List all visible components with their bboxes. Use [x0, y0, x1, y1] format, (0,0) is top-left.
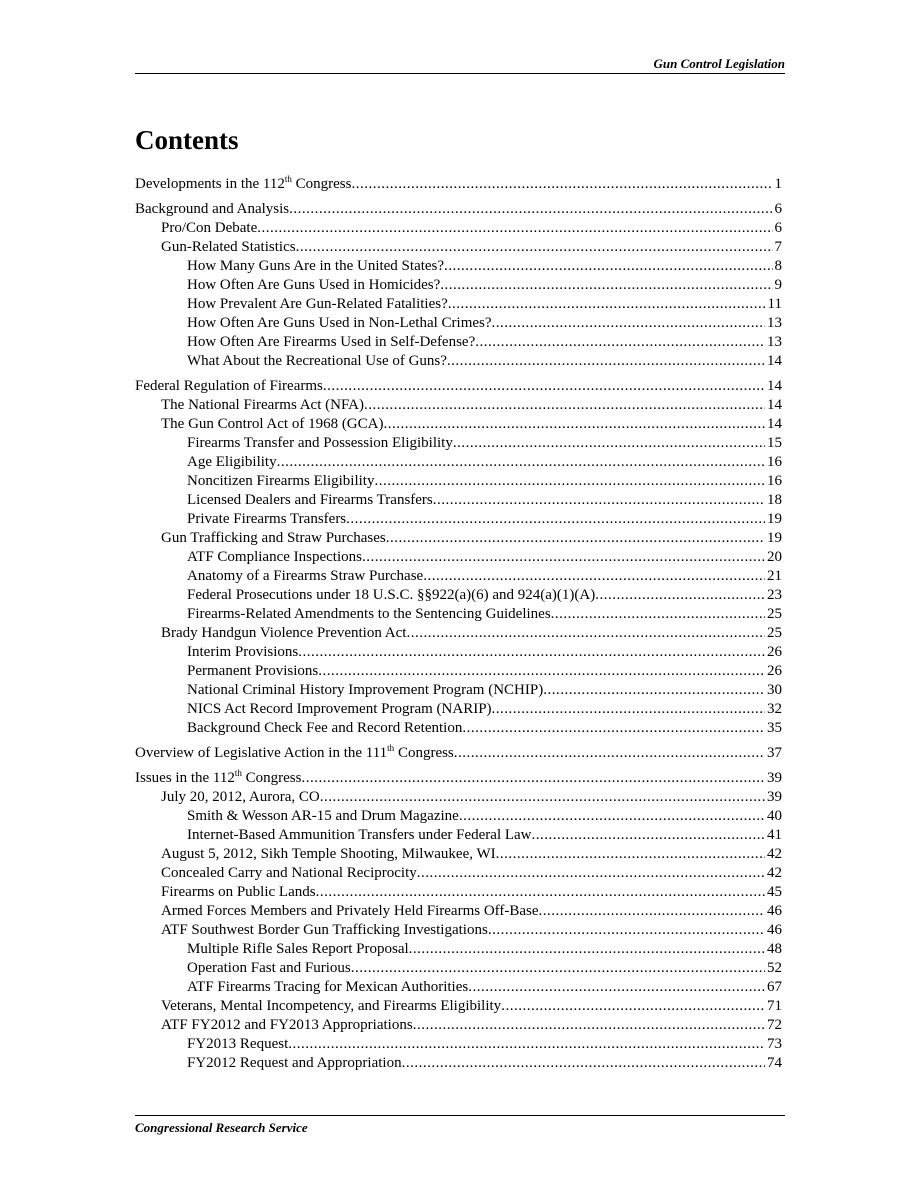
- dot-leader: [386, 529, 765, 548]
- toc-entry-superscript: th: [284, 175, 292, 184]
- dot-leader: [413, 1016, 765, 1035]
- dot-leader: [362, 548, 765, 567]
- dot-leader: [595, 586, 765, 605]
- toc-entry-title: [187, 719, 462, 738]
- toc-entry[interactable]: [135, 921, 782, 940]
- dot-leader: [501, 997, 765, 1016]
- toc-entry-title-suffix: Congress: [291, 176, 352, 192]
- dot-leader: [364, 396, 765, 415]
- toc-entry-title: [135, 769, 301, 788]
- running-header-title: Gun Control Legislation: [653, 56, 785, 71]
- toc-entry-title: [187, 295, 448, 314]
- dot-leader: [298, 643, 765, 662]
- toc-entry[interactable]: [135, 978, 782, 997]
- toc-entry-title: [187, 548, 362, 567]
- toc-page-number: 20: [767, 549, 782, 565]
- toc-page-number: 67: [767, 979, 782, 995]
- dot-leader: [383, 415, 765, 434]
- toc-page-number: 39: [767, 789, 782, 805]
- toc-entry[interactable]: [135, 605, 782, 624]
- page-title: Contents: [135, 125, 239, 155]
- toc-entry-title-text: Operation Fast and Furious: [187, 960, 351, 976]
- toc-entry-title-text: Developments in the 112: [135, 176, 285, 192]
- dot-leader: [351, 959, 765, 978]
- dot-leader: [433, 491, 765, 510]
- toc-entry-title: [187, 352, 447, 371]
- toc-entry[interactable]: [135, 1035, 782, 1054]
- toc-entry-title-text: Veterans, Mental Incompetency, and Firearms Eligibility: [161, 998, 502, 1014]
- toc-entry-title: [135, 200, 289, 219]
- toc-entry[interactable]: [135, 352, 782, 371]
- dot-leader: [532, 826, 765, 845]
- dot-leader: [444, 257, 772, 276]
- dot-leader: [447, 352, 765, 371]
- toc-page-number: 11: [767, 296, 782, 312]
- toc-entry-title-text: Federal Regulation of Firearms: [135, 378, 323, 394]
- toc-entry-title-text: Gun-Related Statistics: [161, 239, 296, 255]
- toc-entry-title: [161, 529, 386, 548]
- toc-entry-title: [187, 586, 595, 605]
- dot-leader: [492, 314, 765, 333]
- toc-page-number: 19: [767, 511, 782, 527]
- toc-entry-title: [187, 643, 298, 662]
- dot-leader: [277, 453, 765, 472]
- toc-entry-title-text: Federal Prosecutions under 18 U.S.C. §§922(a)(6) and 924(a)(1)(A): [187, 587, 596, 603]
- toc-entry-title: [187, 826, 532, 845]
- toc-entry-title-suffix: Congress: [394, 745, 454, 761]
- toc-entry-title-text: July 20, 2012, Aurora, CO: [161, 789, 320, 805]
- toc-entry-title: [187, 333, 475, 352]
- toc-page-number: 25: [767, 606, 782, 622]
- toc-entry-title-text: Pro/Con Debate: [161, 220, 258, 236]
- toc-entry-superscript: th: [234, 769, 242, 778]
- toc-entry-title-text: NICS Act Record Improvement Program (NARIP): [187, 701, 492, 717]
- toc-entry-title: [161, 788, 320, 807]
- toc-page-number: 9: [774, 277, 782, 293]
- toc-page-number: 13: [767, 315, 782, 331]
- toc-page-number: 13: [767, 334, 782, 350]
- toc-page-number: 16: [767, 454, 782, 470]
- toc-page-number: 37: [767, 745, 782, 761]
- toc-entry-title-text: Overview of Legislative Action in the 111: [135, 745, 388, 761]
- toc-page-number: 46: [767, 903, 782, 919]
- toc-entry-title: [187, 681, 543, 700]
- toc-page-number: 42: [767, 865, 782, 881]
- toc-page-number: 14: [767, 353, 782, 369]
- toc-entry-title: [187, 605, 551, 624]
- toc-page-number: 42: [767, 846, 782, 862]
- toc-entry-title: [187, 314, 492, 333]
- toc-page-number: 15: [767, 435, 782, 451]
- toc-entry-title-text: Private Firearms Transfers: [187, 511, 347, 527]
- toc-entry-title-text: The Gun Control Act of 1968 (GCA): [161, 416, 384, 432]
- toc-entry-title: [161, 219, 257, 238]
- dot-leader: [448, 295, 766, 314]
- toc-page-number: 39: [767, 770, 782, 786]
- toc-entry[interactable]: [135, 314, 782, 333]
- toc-page-number: 26: [767, 663, 782, 679]
- dot-leader: [351, 175, 772, 194]
- toc-entry-title-text: Brady Handgun Violence Prevention Act: [161, 625, 407, 641]
- toc-entry[interactable]: [135, 567, 782, 586]
- toc-entry-title-text: ATF Compliance Inspections: [187, 549, 362, 565]
- dot-leader: [459, 807, 765, 826]
- toc-entry-title-text: The National Firearms Act (NFA): [161, 397, 365, 413]
- toc-entry-title-text: Issues in the 112: [135, 770, 235, 786]
- toc-entry-title-text: ATF Southwest Border Gun Trafficking Investigations: [161, 922, 488, 938]
- toc-entry[interactable]: [135, 295, 782, 314]
- toc-page-number: 18: [767, 492, 782, 508]
- dot-leader: [468, 978, 765, 997]
- toc-entry-title-text: How Often Are Firearms Used in Self-Defense?: [187, 334, 476, 350]
- dot-leader: [423, 567, 765, 586]
- toc-entry-title-suffix: Congress: [241, 770, 302, 786]
- dot-leader: [551, 605, 765, 624]
- toc-entry-title: [187, 807, 459, 826]
- toc-entry[interactable]: [135, 586, 782, 605]
- toc-entry-title: [161, 921, 488, 940]
- toc-entry[interactable]: [135, 529, 782, 548]
- toc-entry-title-text: How Many Guns Are in the United States?: [187, 258, 445, 274]
- toc-entry[interactable]: [135, 238, 782, 257]
- toc-entry-title: [187, 567, 423, 586]
- toc-page-number: 14: [767, 397, 782, 413]
- toc-entry[interactable]: [135, 453, 782, 472]
- toc-entry-title: [135, 744, 454, 763]
- toc-page-number: 8: [774, 258, 782, 274]
- toc-entry-title: [187, 1054, 402, 1073]
- toc-entry[interactable]: [135, 415, 782, 434]
- toc-entry[interactable]: [135, 788, 782, 807]
- dot-leader: [323, 377, 765, 396]
- toc-entry-title-text: Concealed Carry and National Reciprocity: [161, 865, 417, 881]
- dot-leader: [496, 845, 765, 864]
- toc-entry-title-text: How Often Are Guns Used in Homicides?: [187, 277, 441, 293]
- toc-entry-title: [161, 624, 406, 643]
- running-footer-title: Congressional Research Service: [135, 1120, 308, 1135]
- dot-leader: [320, 788, 765, 807]
- toc-entry-title-text: ATF Firearms Tracing for Mexican Authorities: [187, 979, 469, 995]
- dot-leader: [374, 472, 765, 491]
- toc-entry-title-text: Multiple Rifle Sales Report Proposal: [187, 941, 409, 957]
- toc-entry-superscript: th: [387, 744, 395, 753]
- toc-entry[interactable]: [135, 624, 782, 643]
- dot-leader: [454, 744, 765, 763]
- toc-page-number: 21: [767, 568, 782, 584]
- toc-entry-title-text: Permanent Provisions: [187, 663, 319, 679]
- toc-entry-title-text: Background and Analysis: [135, 201, 290, 217]
- toc-entry-title: [187, 491, 433, 510]
- toc-entry[interactable]: [135, 200, 782, 219]
- toc-entry[interactable]: [135, 845, 782, 864]
- toc-entry[interactable]: [135, 548, 782, 567]
- toc-entry-title-text: Interim Provisions: [187, 644, 299, 660]
- toc-entry[interactable]: [135, 434, 782, 453]
- toc-page-number: 26: [767, 644, 782, 660]
- toc-page-number: 71: [767, 998, 782, 1014]
- dot-leader: [440, 276, 772, 295]
- toc-page-number: 73: [767, 1036, 782, 1052]
- toc-entry-title-text: What About the Recreational Use of Guns?: [187, 353, 447, 369]
- toc-page-number: 14: [767, 378, 782, 394]
- toc-page-number: 30: [767, 682, 782, 698]
- dot-leader: [475, 333, 765, 352]
- toc-entry[interactable]: [135, 1054, 782, 1073]
- toc-entry[interactable]: [135, 491, 782, 510]
- toc-page-number: 52: [767, 960, 782, 976]
- dot-leader: [543, 681, 765, 700]
- toc-page-number: 6: [774, 220, 782, 236]
- toc-entry[interactable]: [135, 276, 782, 295]
- toc-page-number: 40: [767, 808, 782, 824]
- toc-entry[interactable]: [135, 997, 782, 1016]
- toc-entry-title: [135, 377, 323, 396]
- toc-entry-title-text: ATF FY2012 and FY2013 Appropriations: [161, 1017, 413, 1033]
- dot-leader: [409, 940, 765, 959]
- toc-entry-title: [187, 257, 444, 276]
- toc-entry[interactable]: [135, 700, 782, 719]
- toc-entry-title-text: Smith & Wesson AR-15 and Drum Magazine: [187, 808, 459, 824]
- toc-entry[interactable]: [135, 769, 782, 788]
- toc-entry-title: [187, 276, 440, 295]
- dot-leader: [406, 624, 765, 643]
- toc-entry-title: [187, 700, 492, 719]
- toc-entry-title: [161, 415, 383, 434]
- toc-entry-title-text: Armed Forces Members and Privately Held Firearms Off-Base: [161, 903, 539, 919]
- toc-page-number: 25: [767, 625, 782, 641]
- dot-leader: [402, 1054, 765, 1073]
- dot-leader: [417, 864, 765, 883]
- toc-entry-title: [187, 434, 453, 453]
- toc-entry-title: [161, 396, 364, 415]
- dot-leader: [257, 219, 772, 238]
- toc-entry[interactable]: [135, 510, 782, 529]
- toc-entry-title: [187, 453, 277, 472]
- toc-entry-title-text: Background Check Fee and Record Retention: [187, 720, 463, 736]
- toc-page-number: 6: [774, 201, 782, 217]
- toc-page-number: 14: [767, 416, 782, 432]
- dot-leader: [301, 769, 765, 788]
- dot-leader: [492, 700, 765, 719]
- dot-leader: [346, 510, 765, 529]
- toc-entry-title-text: Firearms Transfer and Possession Eligibility: [187, 435, 453, 451]
- toc-page-number: 32: [767, 701, 782, 717]
- table-of-contents: [135, 175, 782, 1073]
- toc-entry-title-text: Gun Trafficking and Straw Purchases: [161, 530, 386, 546]
- toc-entry[interactable]: [135, 1016, 782, 1035]
- toc-entry-title: [161, 238, 296, 257]
- toc-entry-title-text: Firearms on Public Lands: [161, 884, 316, 900]
- footer-rule: [135, 1115, 785, 1116]
- toc-entry-title: [161, 845, 496, 864]
- toc-entry-title: [161, 997, 501, 1016]
- toc-entry-title-text: How Prevalent Are Gun-Related Fatalities?: [187, 296, 448, 312]
- toc-entry-title: [161, 1016, 413, 1035]
- dot-leader: [318, 662, 765, 681]
- toc-page-number: 19: [767, 530, 782, 546]
- toc-entry[interactable]: [135, 175, 782, 194]
- toc-entry-title-text: FY2013 Request: [187, 1036, 289, 1052]
- toc-entry[interactable]: [135, 472, 782, 491]
- toc-page-number: 16: [767, 473, 782, 489]
- toc-entry-title: [135, 175, 351, 194]
- dot-leader: [539, 902, 765, 921]
- dot-leader: [296, 238, 773, 257]
- toc-entry-title-text: August 5, 2012, Sikh Temple Shooting, Milwaukee, WI: [161, 846, 496, 862]
- toc-page-number: 1: [774, 176, 782, 192]
- toc-entry-title: [187, 510, 346, 529]
- toc-entry-title: [187, 1035, 288, 1054]
- toc-entry-title-text: Firearms-Related Amendments to the Sentencing Guidelines: [187, 606, 551, 622]
- toc-page-number: 7: [774, 239, 782, 255]
- toc-page-number: 72: [767, 1017, 782, 1033]
- dot-leader: [289, 200, 772, 219]
- toc-entry-title: [187, 978, 468, 997]
- toc-entry[interactable]: [135, 826, 782, 845]
- toc-entry[interactable]: [135, 864, 782, 883]
- dot-leader: [462, 719, 765, 738]
- toc-entry[interactable]: [135, 959, 782, 978]
- toc-entry-title-text: National Criminal History Improvement Program (NCHIP): [187, 682, 544, 698]
- toc-entry-title: [187, 959, 351, 978]
- toc-entry[interactable]: [135, 333, 782, 352]
- dot-leader: [453, 434, 765, 453]
- toc-entry-title-text: Internet-Based Ammunition Transfers under Federal Law: [187, 827, 532, 843]
- toc-page-number: 45: [767, 884, 782, 900]
- dot-leader: [288, 1035, 765, 1054]
- toc-entry[interactable]: [135, 883, 782, 902]
- toc-entry[interactable]: [135, 902, 782, 921]
- toc-entry[interactable]: [135, 396, 782, 415]
- toc-entry-title: [161, 883, 316, 902]
- toc-entry-title-text: Age Eligibility: [187, 454, 277, 470]
- toc-entry-title: [161, 864, 417, 883]
- toc-entry[interactable]: [135, 662, 782, 681]
- toc-entry-title: [187, 662, 318, 681]
- toc-page-number: 23: [767, 587, 782, 603]
- toc-page-number: 48: [767, 941, 782, 957]
- toc-entry[interactable]: [135, 681, 782, 700]
- toc-entry[interactable]: [135, 807, 782, 826]
- toc-entry-title-text: Licensed Dealers and Firearms Transfers: [187, 492, 433, 508]
- toc-page-number: 35: [767, 720, 782, 736]
- toc-entry[interactable]: [135, 744, 782, 763]
- toc-entry-title-text: Anatomy of a Firearms Straw Purchase: [187, 568, 424, 584]
- toc-entry-title-text: FY2012 Request and Appropriation: [187, 1055, 402, 1071]
- toc-entry[interactable]: [135, 219, 782, 238]
- toc-entry-title: [161, 902, 539, 921]
- dot-leader: [316, 883, 765, 902]
- toc-entry-title: [187, 472, 374, 491]
- toc-entry[interactable]: [135, 643, 782, 662]
- toc-entry[interactable]: [135, 719, 782, 738]
- toc-entry-title: [187, 940, 409, 959]
- toc-entry-title-text: Noncitizen Firearms Eligibility: [187, 473, 375, 489]
- toc-entry[interactable]: [135, 377, 782, 396]
- toc-page-number: 46: [767, 922, 782, 938]
- toc-entry[interactable]: [135, 257, 782, 276]
- toc-entry[interactable]: [135, 940, 782, 959]
- dot-leader: [488, 921, 765, 940]
- header-rule: [135, 73, 785, 74]
- toc-page-number: 41: [767, 827, 782, 843]
- toc-entry-title-text: How Often Are Guns Used in Non-Lethal Crimes?: [187, 315, 492, 331]
- toc-page-number: 74: [767, 1055, 782, 1071]
